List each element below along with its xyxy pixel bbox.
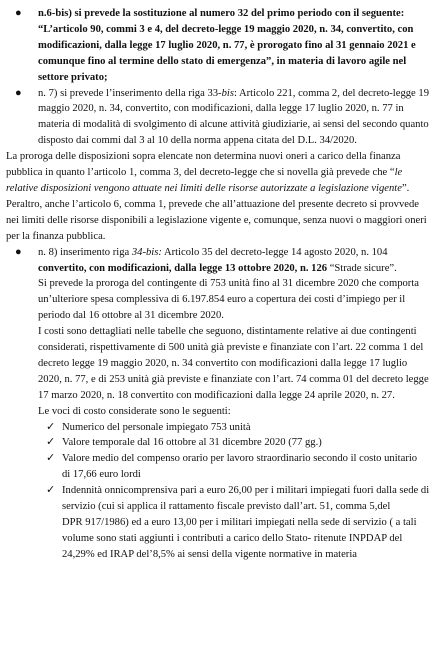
- text-line: [6, 261, 424, 277]
- list-item: [6, 86, 429, 150]
- text-line: disposto dai commi dal 3 al 10 della norma appena citata del D.L. 34/2020.: [38, 135, 357, 147]
- text-line: [6, 245, 424, 261]
- text-span: n. 7) si prevede l’inserimento della riga 33-: [38, 87, 222, 99]
- text-line: di 17,66 euro lordi: [62, 469, 141, 481]
- text-span: : Articolo 221, comma 2, del decreto-legge 19: [233, 87, 429, 99]
- text-span: n.6-bis) si prevede la sostituzione al numero 32 del primo periodo con il seguente:: [38, 8, 405, 19]
- text-line: [6, 165, 424, 181]
- text-line: Peraltro, anche l’articolo 6, comma 1, prevede che all’attuazione del presente decreto si provvede: [6, 198, 419, 210]
- text-line: [6, 181, 424, 197]
- checkmark-icon: ✓: [46, 420, 56, 433]
- text-line: I costi sono dettagliati nelle tabelle che seguono, distintamente relative ai due contingenti: [38, 326, 417, 338]
- text-span: le: [394, 167, 403, 179]
- text-span: ”.: [401, 182, 410, 194]
- text-line: decreto legge 19 maggio 2020, n. 34 convertito con modificazioni dalla legge 17 luglio: [38, 357, 408, 369]
- text-span: convertito, con modificazioni, dalla legge 13 ottobre 2020, n. 126: [38, 262, 328, 274]
- text-span: n. 8) inserimento riga: [38, 246, 132, 258]
- bullet-icon: ●: [15, 245, 22, 258]
- text-line: servizio (cui si applica il rattamento fiscale previsto dall’art. 51, comma 5,del: [62, 501, 391, 513]
- text-span: Articolo 35 del decreto-legge 14 agosto 2020, n. 104: [161, 246, 388, 258]
- bullet-icon: ●: [15, 7, 22, 19]
- text-span: Indennità onnicomprensiva pari a euro 26,00 per i militari impiegati fuori dalla sede di: [62, 485, 430, 497]
- text-line: maggio 2020, n. 34, convertito, con modificazioni, dalla legge 17 luglio 2020, n. 77 in: [38, 103, 404, 115]
- checkmark-icon: ✓: [46, 436, 56, 449]
- checkmark-icon: ✓: [46, 484, 56, 497]
- text-line: volume sono stati aggiunti i contributi a carico dello Stato- ritenute INPDAP del: [62, 532, 403, 544]
- text-span: 34-bis:: [131, 246, 162, 258]
- text-line: [6, 451, 424, 467]
- text-line: [6, 435, 424, 451]
- text-line: DPR 917/1986) ed a euro 13,00 per i militari impiegati nella sede di servizio ( a tali: [62, 517, 417, 528]
- bullet-icon: ●: [15, 86, 22, 99]
- text-span: bis: [221, 87, 234, 99]
- text-line: settore privato;: [38, 71, 108, 83]
- list-item: [6, 245, 429, 420]
- text-span: relative disposizioni vengono attuate nei limiti delle risorse autorizzate a legislazione vigente: [6, 182, 402, 194]
- text-line: La proroga delle disposizioni sopra elencate non determina nuovi oneri a carico della finanza: [6, 151, 401, 163]
- text-span: pubblica in quanto l’articolo 1, comma 3, del decreto-legge che si novella già prevede che “: [6, 167, 395, 179]
- text-line: comunque fino al termine dello stato di emergenza”, in materia di lavoro agile nel: [38, 55, 407, 67]
- text-line: per la finanza pubblica.: [6, 230, 106, 242]
- checkmark-icon: ✓: [46, 452, 56, 465]
- text-line: [6, 6, 424, 22]
- text-line: nei limiti delle risorse disponibili a legislazione vigente e, comunque, senza nuovi o maggiori oneri: [6, 214, 427, 226]
- text-line: 17 marzo 2020, n. 18 convertito con modificazioni dalla legge 24 aprile 2020, n. 27.: [38, 389, 395, 401]
- text-line: [6, 420, 424, 436]
- text-line: [6, 86, 429, 102]
- text-span: “Strade sicure”.: [327, 262, 397, 274]
- list-item: [6, 6, 424, 86]
- text-line: 2020, n. 77, e di 253 unità già previste e finanziate con l’art. 74 comma 01 del decreto legge: [38, 373, 429, 385]
- text-span: Valore medio del compenso orario per lavoro straordinario secondo il costo unitario: [62, 453, 418, 465]
- text-line: Le voci di costo considerate sono le seguenti:: [38, 405, 231, 417]
- text-line: “L’articolo 90, commi 3 e 4, del decreto-legge 19 maggio 2020, n. 34, convertito, con: [38, 23, 414, 35]
- text-line: considerati, rispettivamente di 500 unità già previste e finanziate con l’art. 22 comma 1 del: [38, 342, 424, 354]
- text-line: 24,29% ed IRAP del’8,5% ai sensi della vigente normative in materia: [62, 548, 357, 560]
- checklist: [6, 420, 430, 563]
- text-span: Numerico del personale impiegato 753 unità: [62, 421, 251, 433]
- text-line: materia di modalità di svolgimento di alcune attività giudiziarie, ai sensi del secondo quanto: [38, 119, 429, 131]
- text-line: [6, 483, 430, 499]
- paragraph: [6, 149, 427, 244]
- text-line: periodo dal 16 ottobre al 31 dicembre 2020.: [38, 310, 224, 322]
- text-line: un’ulteriore spesa complessiva di 6.197.854 euro a copertura dei costi d’impiego per il: [38, 294, 406, 306]
- text-span: Valore temporale dal 16 ottobre al 31 dicembre 2020 (77 gg.): [62, 437, 322, 449]
- text-line: Si prevede la proroga del contingente di 753 unità fino al 31 dicembre 2020 che comporta: [38, 278, 419, 290]
- text-line: modificazioni, dalla legge 17 luglio 2020, n. 77, è prorogato fino al 31 gennaio 2021 e: [38, 39, 416, 51]
